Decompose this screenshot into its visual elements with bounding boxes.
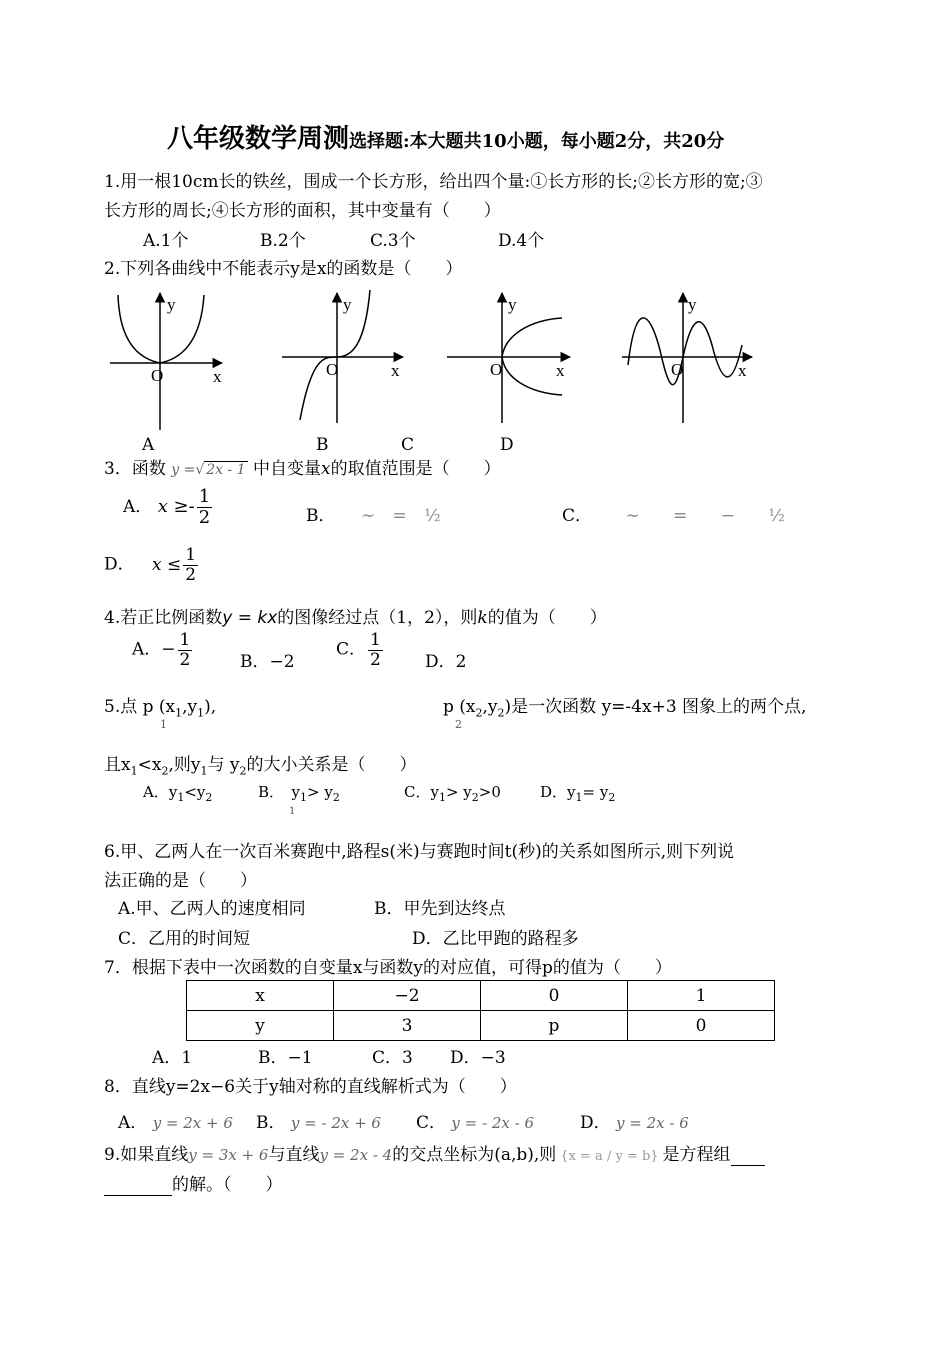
- q5-option-a-b: <y: [184, 783, 206, 801]
- table-cell: −2: [334, 981, 481, 1011]
- q2-graphs: [100, 285, 760, 435]
- q5-option-d: [540, 781, 615, 804]
- q5-sub: 1: [177, 791, 185, 804]
- q5-sub: 2: [475, 706, 483, 720]
- q4-mid: 的图像经过点（1，2），则: [277, 608, 478, 628]
- graph-d: [622, 293, 752, 423]
- page-title: 八年级数学周测: [167, 124, 350, 154]
- q2-option-a: A: [142, 435, 155, 455]
- q3-option-d-expr: x ≤: [152, 554, 182, 575]
- q6-option-b: B．甲先到达终点: [374, 899, 506, 919]
- q8-option-b-label: B．: [256, 1113, 286, 1133]
- q7-table: [186, 980, 775, 1041]
- q3-var: x: [321, 459, 331, 479]
- graph-a-x-label: x: [213, 367, 222, 386]
- q5-p1-coord: (x: [158, 697, 176, 717]
- table-row: [187, 1011, 775, 1041]
- q7-option-a: A．1: [152, 1048, 193, 1068]
- q5-sub: 2: [471, 791, 479, 804]
- q1-option-a: A.1个: [143, 231, 189, 251]
- q4-line: [104, 603, 607, 628]
- table-cell: p: [481, 1011, 628, 1041]
- q5-sub: 1: [175, 706, 183, 720]
- q5-option-c-a: C．y: [404, 783, 439, 801]
- q1-line1: 1.用一根10cm长的铁丝，围成一个长方形，给出四个量:①长方形的长;②长方形的宽;③: [104, 172, 763, 192]
- q8-option-b-expr: y = - 2x + 6: [290, 1114, 381, 1132]
- q3-formula-y: y =: [171, 462, 196, 478]
- graph-b-y-label: y: [343, 295, 352, 314]
- table-cell: y: [187, 1011, 334, 1041]
- q3-option-a: [123, 487, 214, 528]
- q9-line1: [104, 1140, 765, 1166]
- q5-line2-a: 且x: [104, 755, 131, 775]
- graph-d-y-label: y: [688, 295, 697, 314]
- q8-option-a: [118, 1108, 233, 1133]
- q4-suffix: 的值为（ ）: [487, 608, 607, 628]
- q4-option-c-den: 2: [370, 649, 381, 670]
- q5-sub: 1: [300, 791, 307, 804]
- q3-suffix-a: 中自变量: [253, 459, 321, 479]
- q5-sub: 1: [200, 764, 208, 778]
- q5-p1-sub: 1: [160, 718, 167, 731]
- q5-option-a: [143, 781, 212, 804]
- q5-sub: 1: [438, 791, 446, 804]
- q3-line: 3．函数 y =√ 2x - 1 中自变量x的取值范围是（ ）: [104, 459, 501, 479]
- q5-line2-d: 与 y: [207, 755, 240, 775]
- graph-a-y-label: y: [167, 295, 176, 314]
- q3-option-b: [306, 501, 447, 526]
- q2-option-d: D: [500, 435, 514, 455]
- table-cell: 1: [628, 981, 775, 1011]
- q4-formula: y = kx: [222, 608, 278, 628]
- q8-option-a-label: A．: [118, 1113, 148, 1133]
- table-cell: 0: [481, 981, 628, 1011]
- q3-option-d-num: 1: [185, 545, 197, 565]
- q9-blank-1: [731, 1140, 765, 1166]
- q5-sub: 2: [608, 791, 616, 804]
- q9-formula-2: y = 2x - 4: [319, 1146, 393, 1164]
- q8-text: 8．直线y=2x−6关于y轴对称的直线解析式为（ ）: [104, 1077, 517, 1097]
- q5-line2-b: <x: [137, 755, 162, 775]
- graph-b-x-label: x: [391, 361, 400, 380]
- q4-option-a-den: 2: [179, 649, 191, 670]
- q5-p1-rest: ,y: [182, 697, 198, 717]
- q6-option-c: C．乙用的时间短: [118, 929, 251, 949]
- q9-tail: 是方程组: [662, 1145, 731, 1165]
- q5-p2-coord: (x: [459, 697, 476, 717]
- q3-option-c-expr: ∼ = − ½: [625, 506, 799, 526]
- q4-option-a: [132, 631, 194, 669]
- graph-c: [447, 293, 570, 423]
- q6-line1: 6.甲、乙两人在一次百米赛跑中,路程s(米)与赛跑时间t(秒)的关系如图所示,则下列说: [104, 842, 735, 862]
- q5-sub: 2: [205, 791, 213, 804]
- q5-sub: 1: [575, 791, 583, 804]
- q4-option-b: B．−2: [240, 652, 295, 672]
- graph-b-curve: [300, 290, 370, 420]
- graph-b-origin: O: [326, 360, 339, 379]
- q4-option-c-label: C．: [336, 639, 367, 660]
- q4-option-a-label: A．−: [132, 639, 176, 660]
- q4-option-d: D．2: [425, 652, 467, 672]
- graph-c-origin: O: [490, 360, 503, 379]
- q6-option-d: D．乙比甲跑的路程多: [412, 929, 579, 949]
- q5-option-b-b: > y: [307, 783, 333, 801]
- q4-prefix: 4.若正比例函数: [104, 608, 223, 628]
- q5-sub: 2: [239, 764, 247, 778]
- q5-sub: 2: [332, 791, 340, 804]
- q8-option-c-label: C．: [416, 1113, 447, 1133]
- q9-line2-text: 的解。（ ）: [172, 1175, 283, 1195]
- q3-option-b-expr: ∼ = ½: [360, 506, 447, 526]
- table-cell: 3: [334, 1011, 481, 1041]
- q5-option-c-c: >0: [478, 783, 501, 801]
- q7-text: 7．根据下表中一次函数的自变量x与函数y的对应值，可得p的值为（ ）: [104, 958, 672, 978]
- q3-formula-radicand: 2x - 1: [206, 462, 246, 478]
- q3-option-c-label: C．: [562, 506, 593, 526]
- q5-line1-right: [443, 692, 806, 719]
- graph-a-curve: [118, 295, 204, 363]
- q3-option-a-expr: x ≥-: [157, 495, 195, 517]
- q9-mid: 与直线: [268, 1145, 320, 1165]
- q5-option-c: [404, 781, 501, 804]
- q5-option-a-a: A．y: [143, 783, 178, 801]
- q5-line2-e: 的大小关系是（ ）: [246, 755, 417, 775]
- q3-suffix-b: 的取值范围是（ ）: [330, 459, 501, 479]
- q4-option-a-num: 1: [179, 630, 191, 650]
- q5-line1-left: [104, 692, 216, 719]
- graph-d-origin: O: [671, 360, 684, 379]
- graph-a-origin: O: [151, 366, 164, 385]
- q5-option-b-sub: 1: [289, 806, 296, 817]
- q4-k: k: [477, 608, 488, 628]
- q5-sub: 2: [161, 764, 169, 778]
- q5-sub: 1: [130, 764, 138, 778]
- q1-option-b: B.2个: [260, 231, 306, 251]
- q3-option-b-label: B．: [306, 506, 336, 526]
- q2-text: 2.下列各曲线中不能表示y是x的函数是（ ）: [104, 259, 463, 279]
- q8-option-d-expr: y = 2x - 6: [616, 1114, 689, 1132]
- graph-d-curve: [628, 318, 742, 385]
- q5-p2-sub: 2: [455, 718, 462, 731]
- q5-option-b: [258, 781, 340, 804]
- graph-b: [282, 290, 403, 423]
- q1-line2: 长方形的周长;④长方形的面积，其中变量有（ ）: [104, 201, 501, 221]
- q4-option-c: [336, 631, 385, 669]
- q3-option-d-den: 2: [185, 564, 197, 585]
- q3-prefix: 3．函数: [104, 459, 166, 479]
- table-cell: x: [187, 981, 334, 1011]
- q3-option-a-num: 1: [198, 486, 211, 507]
- q5-option-d-a: D．y: [540, 783, 576, 801]
- q9-suffix: 的交点坐标为(a,b),则: [392, 1145, 557, 1165]
- q5-p2-rest: ,y: [482, 697, 498, 717]
- q9-formula-1: y = 3x + 6: [188, 1146, 269, 1164]
- q5-p2: p: [443, 697, 454, 717]
- q3-option-a-den: 2: [198, 506, 211, 528]
- q5-option-c-b: > y: [445, 783, 472, 801]
- q8-option-d-label: D．: [580, 1113, 611, 1133]
- graph-a: [110, 293, 222, 430]
- q3-option-d-label: D．: [104, 554, 135, 575]
- q6-option-a: A.甲、乙两人的速度相同: [118, 899, 306, 919]
- q8-option-d: [580, 1108, 689, 1133]
- q8-option-a-expr: y = 2x + 6: [152, 1114, 233, 1132]
- q3-option-a-label: A．: [123, 496, 153, 517]
- q5-p1: 5.点 p: [104, 697, 154, 717]
- q3-option-c: [562, 501, 799, 526]
- q8-option-c-expr: y = - 2x - 6: [451, 1114, 534, 1132]
- q5-option-d-b: = y: [582, 783, 609, 801]
- graph-c-x-label: x: [556, 361, 565, 380]
- graph-c-y-label: y: [508, 295, 517, 314]
- q9-prefix: 9.如果直线: [104, 1145, 189, 1165]
- q6-line2: 法正确的是（ ）: [104, 871, 257, 891]
- q5-sub: 1: [197, 706, 205, 720]
- graph-d-x-label: x: [738, 361, 747, 380]
- q3-option-d: [104, 546, 200, 584]
- q7-option-c: C．3: [372, 1048, 413, 1068]
- q1-option-d: D.4个: [498, 231, 545, 251]
- q2-option-c: C: [401, 435, 415, 455]
- q8-option-b: [256, 1108, 381, 1133]
- q9-garbled-system: {x = a / y = b}: [560, 1149, 659, 1164]
- q5-sub: 2: [497, 706, 505, 720]
- q5-line2-c: ,则y: [168, 755, 201, 775]
- q5-option-b-a: B． y: [258, 783, 300, 801]
- title-line: [167, 118, 724, 155]
- q5-p1-end: ),: [204, 697, 217, 717]
- q5-p2-end: )是一次函数 y=-4x+3 图象上的两个点,: [504, 697, 807, 717]
- table-cell: 0: [628, 1011, 775, 1041]
- table-row: [187, 981, 775, 1011]
- q2-option-b: B: [316, 435, 329, 455]
- q9-line2: [104, 1170, 283, 1196]
- q4-option-c-num: 1: [370, 630, 381, 650]
- q9-blank-2: [104, 1170, 172, 1196]
- q7-option-b: B．−1: [258, 1048, 313, 1068]
- q1-option-c: C.3个: [370, 231, 416, 251]
- q8-option-c: [416, 1108, 534, 1133]
- q7-option-d: D．−3: [450, 1048, 506, 1068]
- q5-line2: [104, 750, 416, 777]
- section-header: 选择题:本大题共10小题，每小题2分，共20分: [349, 131, 725, 152]
